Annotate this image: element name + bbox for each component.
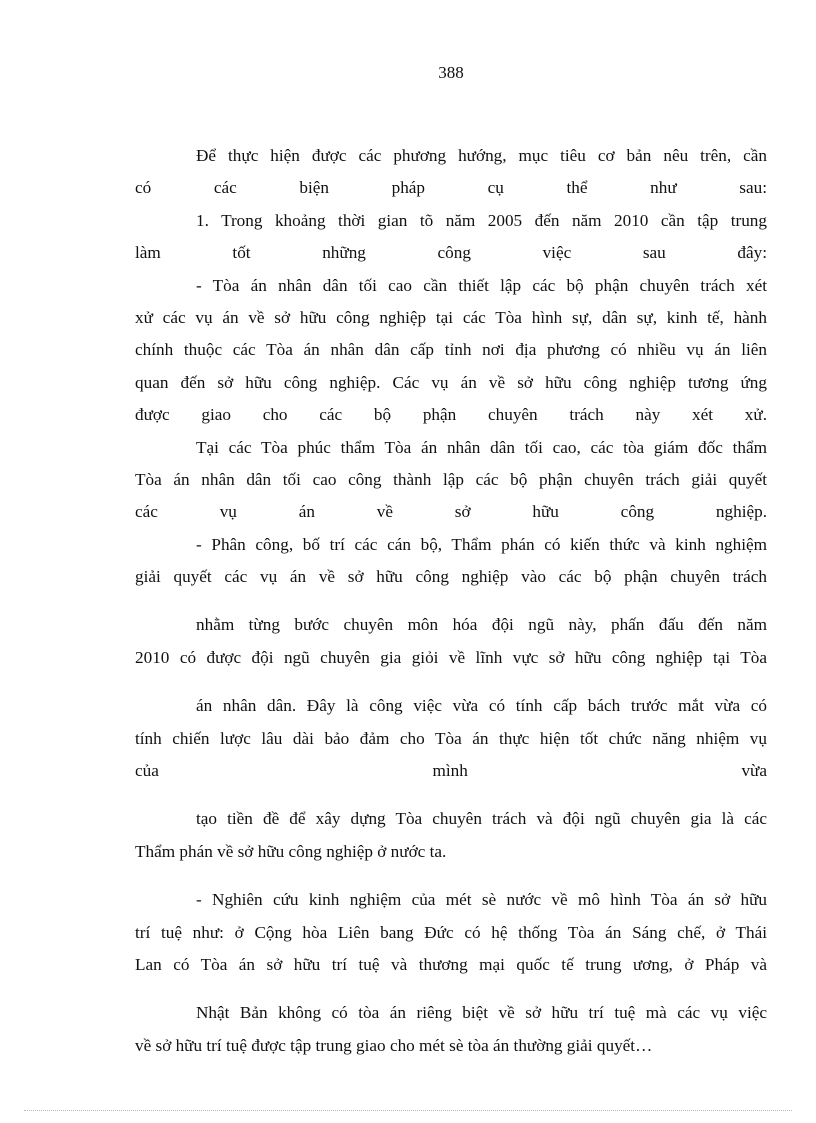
- text-line: có các biện pháp cụ thể như sau:: [135, 178, 767, 198]
- text-line: Thẩm phán về sở hữu công nghiệp ở nước ta.: [135, 841, 447, 861]
- text-line: nhằm từng bước chuyên môn hóa đội ngũ này, phấn đấu đến năm: [196, 615, 767, 635]
- text-line: 2010 có được đội ngũ chuyên gia giỏi về lĩnh vực sở hữu công nghiệp tại Tòa: [135, 647, 767, 667]
- text-line: các vụ án về sở hữu công nghiệp.: [135, 502, 767, 522]
- text-line: được giao cho các bộ phận chuyên trách này xét xử.: [135, 405, 767, 425]
- text-line: án nhân dân. Đây là công việc vừa có tính cấp bách trước mắt vừa có: [196, 696, 767, 716]
- text-line: tính chiến lược lâu dài bảo đảm cho Tòa án thực hiện tốt chức năng nhiệm vụ: [135, 728, 767, 748]
- text-line: tạo tiền đề để xây dựng Tòa chuyên trách và đội ngũ chuyên gia là các: [196, 809, 767, 829]
- text-line: - Tòa án nhân dân tối cao cần thiết lập các bộ phận chuyên trách xét: [196, 275, 767, 295]
- text-line: quan đến sở hữu công nghiệp. Các vụ án về sở hữu công nghiệp tương ứng: [135, 372, 767, 392]
- text-line: trí tuệ như: ở Cộng hòa Liên bang Đức có hệ thống Tòa án Sáng chế, ở Thái: [135, 922, 767, 942]
- text-line: Để thực hiện được các phương hướng, mục tiêu cơ bản nêu trên, cần: [196, 146, 767, 165]
- document-body: [135, 140, 767, 1062]
- page-bottom-divider: [24, 1110, 792, 1111]
- text-line: làm tốt những công việc sau đây:: [135, 243, 767, 263]
- text-line: giải quyết các vụ án về sở hữu công nghiệp vào các bộ phận chuyên trách: [135, 567, 767, 587]
- text-line: về sở hữu trí tuệ được tập trung giao cho mét sè tòa án thường giải quyết…: [135, 1035, 653, 1055]
- text-line: - Nghiên cứu kinh nghiệm của mét sè nước về mô hình Tòa án sở hữu: [196, 890, 767, 910]
- text-line: - Phân công, bố trí các cán bộ, Thẩm phán có kiến thức và kinh nghiệm: [196, 534, 767, 554]
- text-line: Tòa án nhân dân tối cao công thành lập các bộ phận chuyên trách giải quyết: [135, 469, 767, 489]
- text-line: Nhật Bản không có tòa án riêng biệt về sở hữu trí tuệ mà các vụ việc: [196, 1003, 767, 1023]
- text-line: 1. Trong khoảng thời gian tõ năm 2005 đến năm 2010 cần tập trung: [196, 210, 767, 230]
- text-line: xử các vụ án về sở hữu công nghiệp tại các Tòa hình sự, dân sự, kinh tế, hành: [135, 307, 767, 327]
- text-line: Tại các Tòa phúc thẩm Tòa án nhân dân tối cao, các tòa giám đốc thẩm: [196, 437, 767, 457]
- text-line: Lan có Tòa án sở hữu trí tuệ và thương mại quốc tế trung ương, ở Pháp và: [135, 954, 767, 974]
- page-number: 388: [438, 63, 464, 82]
- text-line: của mình vừa: [135, 761, 767, 781]
- text-line: chính thuộc các Tòa án nhân dân cấp tỉnh nơi địa phương có nhiều vụ án liên: [135, 340, 767, 360]
